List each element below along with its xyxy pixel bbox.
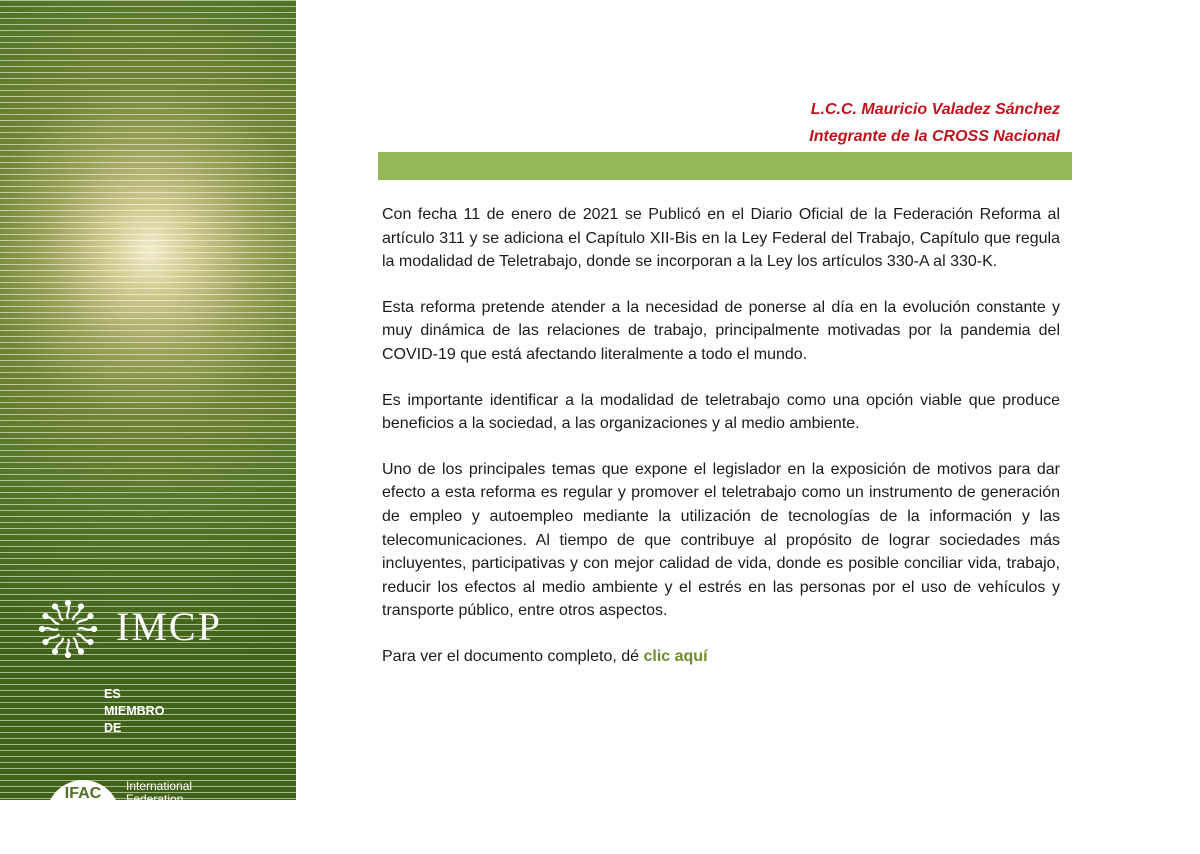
ifac-logo-text [126,780,205,819]
sidebar-panel [0,0,296,819]
article-paragraph: Con fecha 11 de enero de 2021 se Publicó en el Diario Oficial de la Federación Reforma al artículo 311 y se adiciona el Capítulo XII-Bis en la Ley Federal del Trabajo, Capítulo que regula la modalidad de Teletrabajo, donde se incorporan a la Ley los artículos 330-A al 330-K. [382,206,1060,271]
author-block [809,96,1060,150]
article-paragraph: Uno de los principales temas que expone el legislador en la exposición de motivos para dar efecto a esta reforma es regular y promover el teletrabajo como un instrumento de generación de empleo y autoempleo mediante la utilización de tecnologías de la información y las telecomunicaciones. Al tiempo de que contribuye al propósito de lograr sociedades más incluyentes, participativas y con mejor calidad de vida, donde es posible conciliar vida, trabajo, reducir los efectos al medio ambiente y el estrés en las personas por el uso de vehículos y transporte público, entre otros aspectos. [382,460,1060,620]
ifac-line: International [126,779,193,793]
ifac-logo-icon: IFAC [46,780,120,854]
author-role: Integrante de la CROSS Nacional [809,128,1060,145]
full-document-link[interactable]: clic aquí [643,647,708,665]
cta-line [382,645,1060,669]
article-paragraph: Es importante identificar a la modalidad de teletrabajo como una opción viable que produce beneficios a la sociedad, a las organizaciones y al medio ambiente. [382,391,1060,433]
member-line: DE [104,721,122,735]
ifac-line: of Accountants [126,805,205,819]
member-line: ES [104,687,121,701]
imcp-logo-text: IMCP [116,604,222,649]
member-label [104,686,164,737]
ifac-line: Federation [126,792,184,806]
member-line: MIEMBRO [104,704,165,718]
article-body [382,203,1060,691]
header-accent-bar [378,152,1072,180]
cta-text: Para ver el documento completo, dé [382,647,644,665]
imcp-logo-icon [36,597,100,661]
article-paragraph: Esta reforma pretende atender a la necesidad de ponerse al día en la evolución constante y muy dinámica de las relaciones de trabajo, principalmente motivadas por la pandemia del COVID-19 que está afectando literalmente a todo el mundo. [382,298,1060,363]
author-name: L.C.C. Mauricio Valadez Sánchez [810,101,1060,118]
